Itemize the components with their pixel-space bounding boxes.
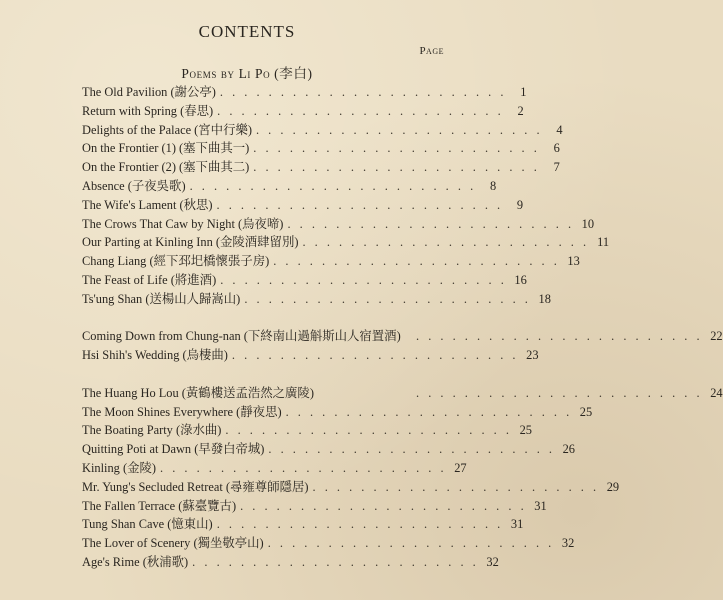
entry-page-number: 10 [581, 216, 595, 231]
contents-entry [82, 309, 723, 347]
dot-leader: . . . . . . . . . . . . . . . . . . . . . . . . [302, 235, 590, 250]
entry-page-number: 24 [710, 385, 723, 400]
entry-title: On the Frontier (2) (塞下曲其二) [82, 160, 250, 175]
dot-leader: . . . . . . . . . . . . . . . . . . . . . . . . [273, 254, 560, 269]
dot-leader: . . . . . . . . . . . . . . . . . . . . . . . . [244, 291, 531, 306]
dot-leader: . . . . . . . . . . . . . . . . . . . . . . . . [312, 479, 600, 494]
contents-entry [82, 459, 467, 478]
entry-page-number: 8 [489, 178, 497, 193]
entry-page-number: 7 [553, 160, 560, 175]
entry-title: The Wife's Lament (秋思) [82, 197, 213, 212]
dot-leader: . . . . . . . . . . . . . . . . . . . . . . . . [189, 178, 477, 193]
contents-entry [82, 365, 723, 403]
contents-entry [82, 215, 595, 234]
dot-leader: . . . . . . . . . . . . . . . . . . . . . . . . [253, 160, 540, 175]
entry-page-number: 27 [454, 460, 467, 475]
dot-leader: . . . . . . . . . . . . . . . . . . . . . . . . [160, 460, 447, 475]
dot-leader: . . . . . . . . . . . . . . . . . . . . . . . . [217, 103, 504, 118]
entry-page-number: 31 [510, 517, 524, 532]
dot-leader: . . . . . . . . . . . . . . . . . . . . . . . . [267, 536, 555, 551]
page-title: CONTENTS [198, 22, 296, 41]
entry-page-number: 29 [606, 479, 620, 494]
contents-entry [82, 534, 575, 553]
contents-entry [82, 497, 547, 516]
page-column-heading: Page [419, 45, 444, 57]
entry-title: Tung Shan Cave (憶東山) [82, 517, 213, 532]
entry-title: The Feast of Life (將進酒) [82, 272, 217, 287]
entry-title: Quitting Poti at Dawn (早發白帝城) [82, 442, 265, 457]
contents-entry [82, 196, 524, 215]
contents-entry [82, 102, 524, 121]
dot-leader: . . . . . . . . . . . . . . . . . . . . . . . . [231, 348, 519, 363]
entry-title: The Fallen Terrace (蘇臺覽古) [82, 498, 237, 513]
contents-entry [82, 252, 580, 271]
entry-page-number: 32 [561, 536, 575, 551]
entry-page-number: 16 [514, 272, 527, 287]
entry-title: Mr. Yung's Secluded Retreat (尋雍尊師隱居) [82, 479, 309, 494]
entry-page-number: 9 [516, 197, 524, 212]
section-heading: Poems by Li Po (李白) [181, 66, 313, 81]
entry-page-number: 23 [526, 348, 539, 363]
entry-title: Hsi Shih's Wedding (烏棲曲) [82, 348, 228, 363]
dot-leader: . . . . . . . . . . . . . . . . . . . . . . . . [253, 141, 540, 156]
dot-leader: . . . . . . . . . . . . . . . . . . . . . . . . [287, 216, 575, 231]
contents-entry [82, 158, 560, 177]
entry-page-number: 26 [562, 442, 575, 457]
entry-title: Return with Spring (春思) [82, 103, 214, 118]
dot-leader: . . . . . . . . . . . . . . . . . . . . . . . . [285, 404, 573, 419]
entry-title: Absence (子夜吳歌) [82, 178, 186, 193]
contents-entry [82, 177, 497, 196]
entry-page-number: 25 [579, 404, 593, 419]
dot-leader: . . . . . . . . . . . . . . . . . . . . . . . . [219, 85, 507, 99]
dot-leader: . . . . . . . . . . . . . . . . . . . . . . . . [216, 197, 504, 212]
dot-leader: . . . . . . . . . . . . . . . . . . . . . . . . [216, 517, 504, 532]
entry-title: Age's Rime (秋浦歌) [82, 554, 189, 569]
entry-title: Ts'ung Shan (送楊山人歸嵩山) [82, 291, 241, 306]
entry-title: Our Parting at Kinling Inn (金陵酒肆留別) [82, 235, 299, 250]
dot-leader: . . . . . . . . . . . . . . . . . . . . . . . . [255, 122, 543, 137]
entry-title: On the Frontier (1) (塞下曲其一) [82, 141, 250, 156]
entry-page-number: 25 [519, 423, 532, 438]
entry-page-number: 31 [534, 498, 547, 513]
contents-entry [82, 553, 499, 572]
contents-entry [82, 421, 532, 440]
entry-title: Chang Liang (經下邳圯橋懷張子房) [82, 254, 270, 269]
entry-title: The Boating Party (淥水曲) [82, 423, 222, 438]
contents-entry [82, 478, 620, 497]
entry-title: The Crows That Caw by Night (烏夜啼) [82, 216, 284, 231]
dot-leader: . . . . . . . . . . . . . . . . . . . . . . . . [220, 272, 507, 287]
dot-leader: . . . . . . . . . . . . . . . . . . . . . . . . [192, 554, 479, 569]
contents-entry [82, 440, 575, 459]
entry-page-number: 11 [597, 235, 610, 250]
entry-page-number: 6 [553, 141, 560, 156]
entry-page-number: 4 [556, 122, 563, 137]
contents-entry [82, 403, 593, 422]
dot-leader: . . . . . . . . . . . . . . . . . . . . . . . . [416, 329, 703, 344]
dot-leader: . . . . . . . . . . . . . . . . . . . . . . . . [416, 385, 703, 400]
contents-entry [82, 83, 527, 102]
entry-page-number: 1 [520, 85, 527, 99]
dot-leader: . . . . . . . . . . . . . . . . . . . . . . . . [268, 442, 555, 457]
contents-entry [82, 271, 527, 290]
contents-list [82, 83, 723, 572]
entry-title: The Huang Ho Lou (黃鶴樓送孟浩然之廣陵) [82, 385, 314, 400]
contents-entry [82, 233, 610, 252]
contents-entry [82, 515, 524, 534]
entry-title: The Lover of Scenery (獨坐敬亭山) [82, 536, 264, 551]
dot-leader: . . . . . . . . . . . . . . . . . . . . . . . . [225, 423, 512, 438]
entry-page-number: 18 [538, 291, 551, 306]
entry-page-number: 22 [710, 329, 723, 344]
entry-title: The Moon Shines Everywhere (靜夜思) [82, 404, 282, 419]
entry-title: The Old Pavilion (謝公亭) [82, 85, 216, 99]
entry-title: Kinling (金陵) [82, 460, 156, 475]
entry-title: Coming Down from Chung-nan (下終南山過斛斯山人宿置酒) [82, 329, 401, 344]
contents-entry [82, 121, 563, 140]
entry-page-number: 32 [486, 554, 499, 569]
dot-leader: . . . . . . . . . . . . . . . . . . . . . . . . [240, 498, 527, 513]
contents-entry [82, 346, 539, 365]
contents-entry [82, 290, 551, 309]
entry-title: Delights of the Palace (宮中行樂) [82, 122, 252, 137]
entry-page-number: 2 [517, 103, 524, 118]
contents-entry [82, 139, 560, 158]
entry-page-number: 13 [567, 254, 580, 269]
